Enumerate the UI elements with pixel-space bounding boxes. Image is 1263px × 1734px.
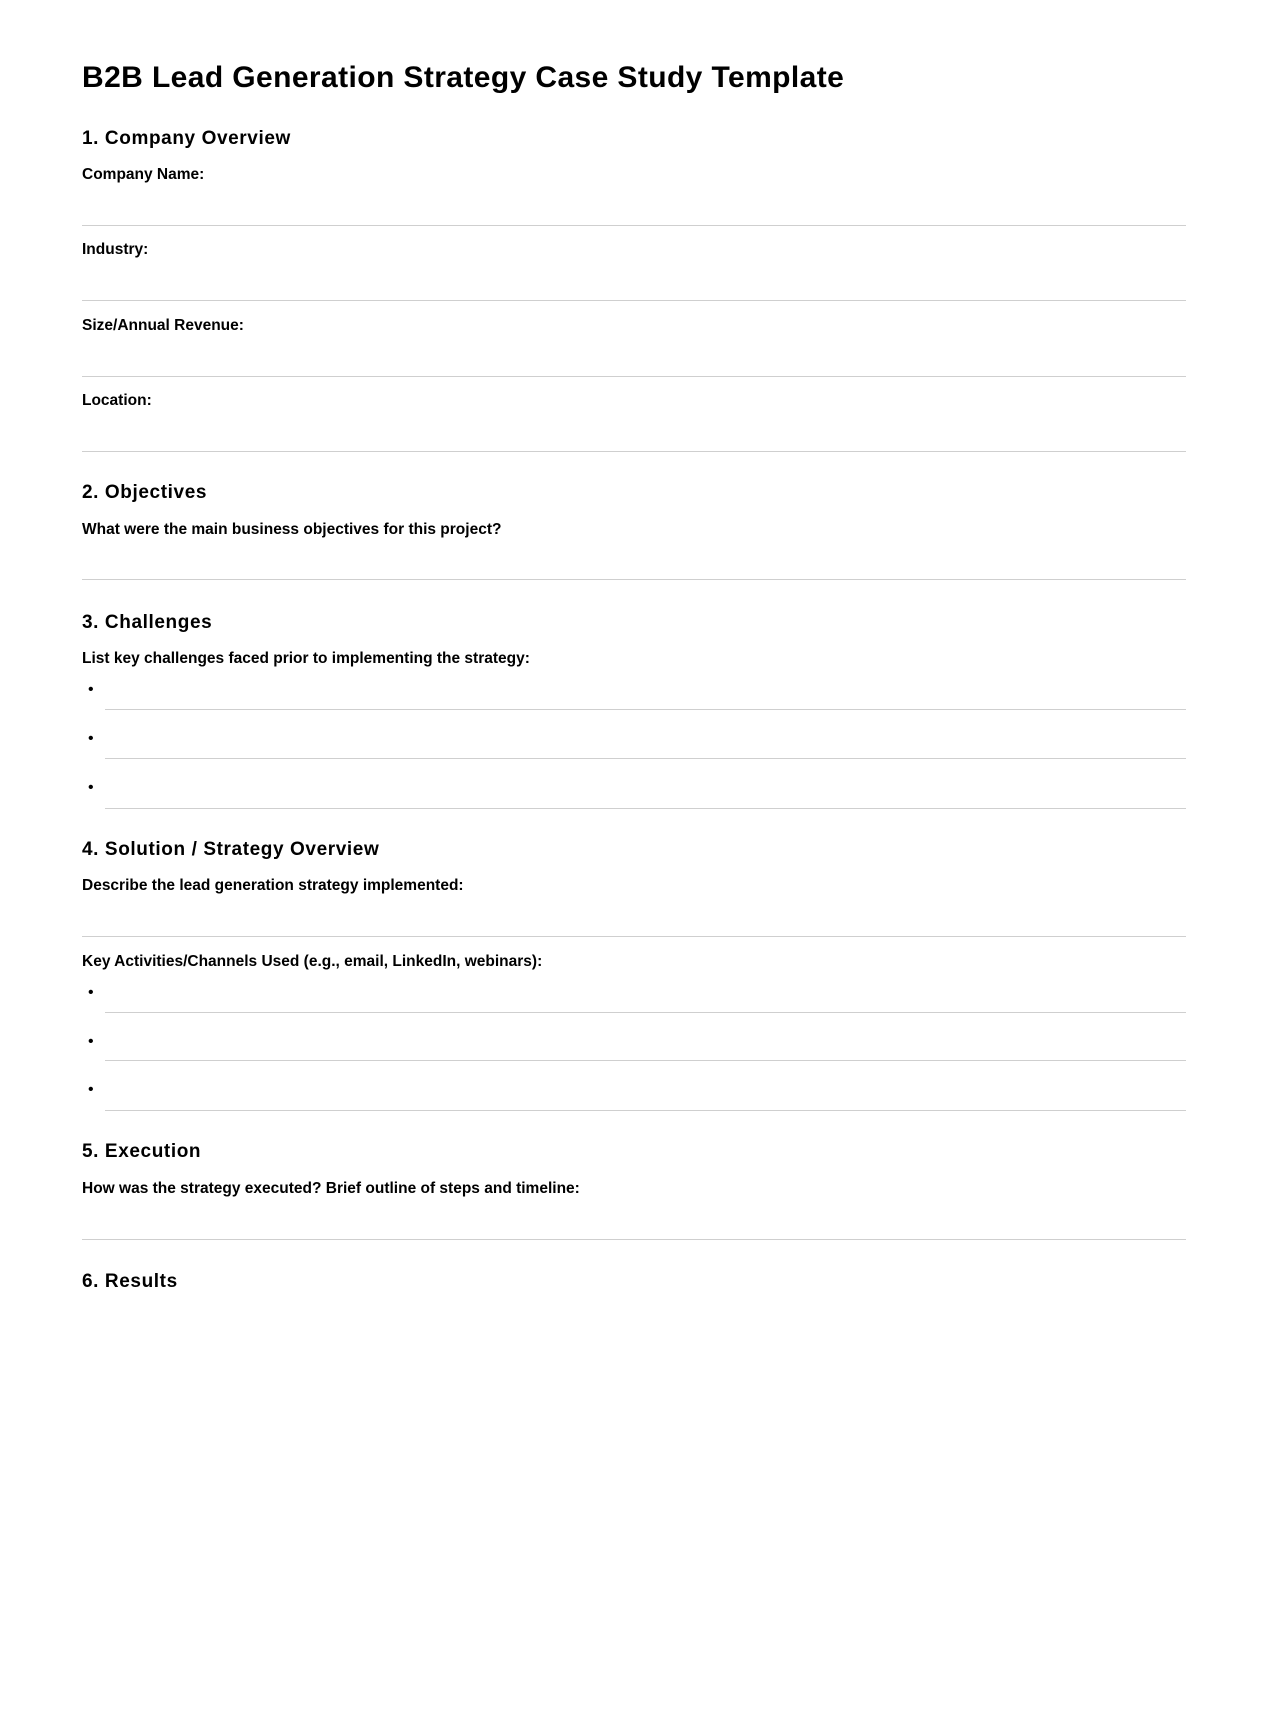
- company-name-label: Company Name:: [82, 166, 205, 183]
- section-heading-execution: 5. Execution: [82, 1141, 202, 1162]
- section-heading-company-overview: 1. Company Overview: [82, 128, 291, 149]
- bullet: •: [88, 730, 94, 747]
- objectives-field[interactable]: [82, 579, 1186, 580]
- channel-field-2[interactable]: [105, 1060, 1186, 1061]
- industry-label: Industry:: [82, 241, 149, 258]
- location-label: Location:: [82, 392, 152, 409]
- channels-prompt: Key Activities/Channels Used (e.g., email, LinkedIn, webinars):: [82, 953, 543, 970]
- challenge-field-1[interactable]: [105, 709, 1186, 710]
- location-field[interactable]: [82, 451, 1186, 452]
- execution-prompt: How was the strategy executed? Brief outline of steps and timeline:: [82, 1180, 580, 1197]
- channel-field-1[interactable]: [105, 1012, 1186, 1013]
- section-heading-solution: 4. Solution / Strategy Overview: [82, 839, 380, 860]
- bullet: •: [88, 984, 94, 1001]
- bullet: •: [88, 779, 94, 796]
- size-revenue-label: Size/Annual Revenue:: [82, 317, 244, 334]
- size-revenue-field[interactable]: [82, 376, 1186, 377]
- challenge-field-3[interactable]: [105, 808, 1186, 809]
- industry-field[interactable]: [82, 300, 1186, 301]
- channel-field-3[interactable]: [105, 1110, 1186, 1111]
- section-heading-results: 6. Results: [82, 1271, 178, 1292]
- strategy-prompt: Describe the lead generation strategy implemented:: [82, 877, 464, 894]
- page-title: B2B Lead Generation Strategy Case Study Template: [82, 61, 845, 94]
- bullet: •: [88, 1081, 94, 1098]
- objectives-prompt: What were the main business objectives for this project?: [82, 521, 502, 538]
- section-heading-challenges: 3. Challenges: [82, 612, 213, 633]
- challenges-prompt: List key challenges faced prior to implementing the strategy:: [82, 650, 530, 667]
- strategy-field[interactable]: [82, 936, 1186, 937]
- challenge-field-2[interactable]: [105, 758, 1186, 759]
- bullet: •: [88, 1033, 94, 1050]
- bullet: •: [88, 681, 94, 698]
- execution-field[interactable]: [82, 1239, 1186, 1240]
- company-name-field[interactable]: [82, 225, 1186, 226]
- section-heading-objectives: 2. Objectives: [82, 482, 208, 503]
